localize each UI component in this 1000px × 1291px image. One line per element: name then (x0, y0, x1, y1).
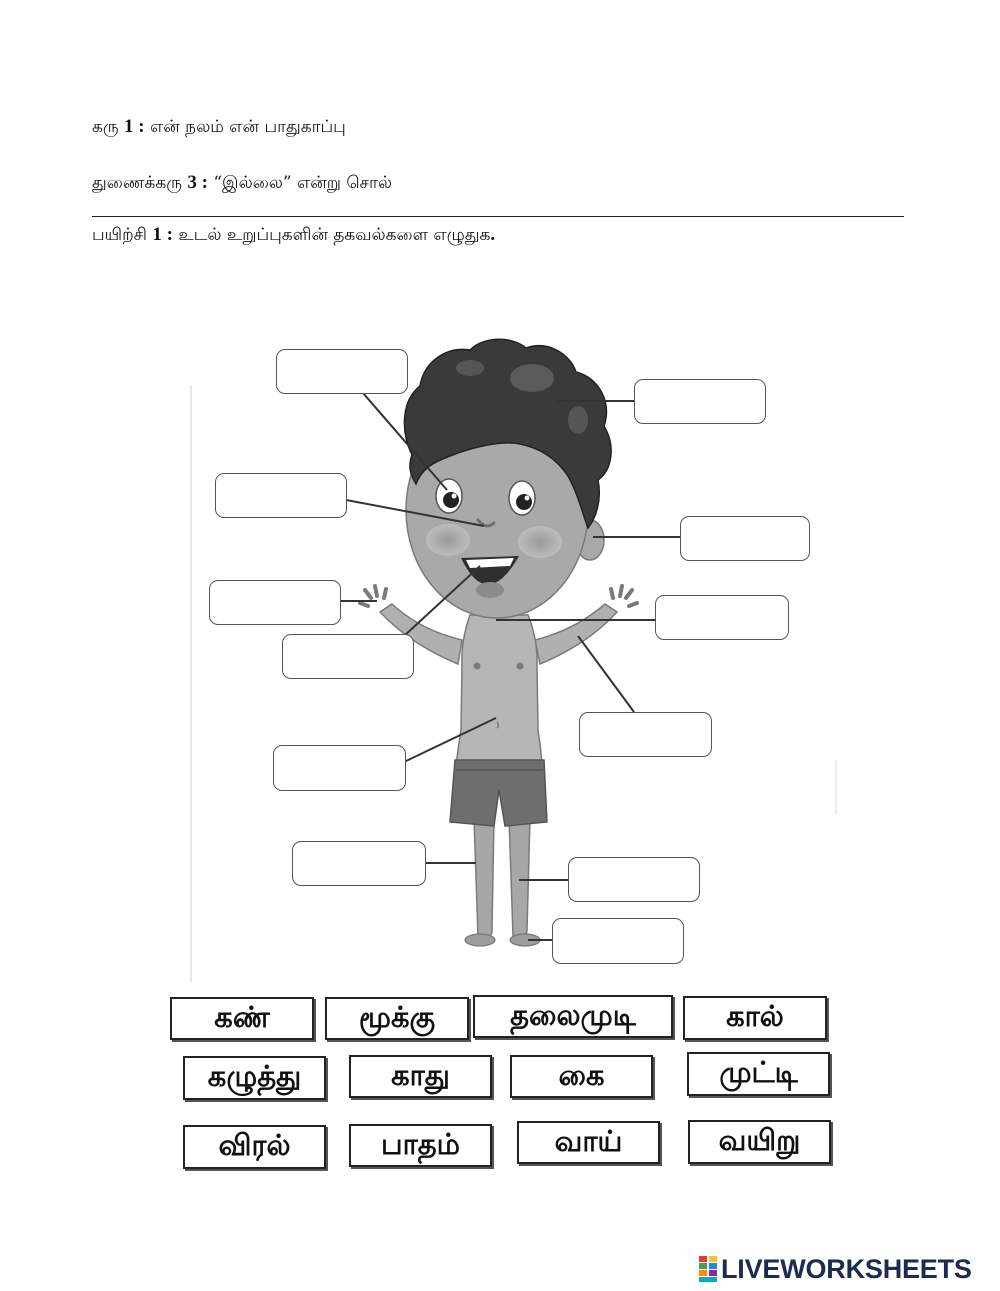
answer-box-4[interactable] (680, 516, 810, 561)
theme-number: 1 : (124, 116, 145, 137)
word-card-mookku[interactable]: மூக்கு (325, 997, 469, 1040)
answer-input-11[interactable] (569, 858, 699, 901)
theme-label: கரு (92, 117, 119, 137)
answer-box-5[interactable] (209, 580, 341, 625)
word-card-mutti[interactable]: முட்டி (687, 1052, 830, 1096)
subtheme-number: 3 : (187, 172, 208, 193)
liveworksheets-brand (699, 1254, 972, 1284)
exercise-instruction: உடல் உறுப்புகளின் தகவல்களை எழுதுக (178, 225, 491, 245)
theme-title: என் நலம் என் பாதுகாப்பு (150, 117, 346, 137)
answer-input-9[interactable] (274, 746, 405, 790)
answer-input-3[interactable] (216, 474, 346, 517)
word-card-vayiru[interactable]: வயிறு (688, 1120, 831, 1164)
answer-input-6[interactable] (656, 596, 788, 639)
answer-box-3[interactable] (215, 473, 347, 518)
answer-box-9[interactable] (273, 745, 406, 791)
answer-box-11[interactable] (568, 857, 700, 902)
subtheme-title: “இல்லை” என்று சொல் (213, 173, 392, 193)
word-card-thalaimudi[interactable]: தலைமுடி (473, 995, 673, 1038)
answer-input-4[interactable] (681, 517, 809, 560)
legs (465, 818, 540, 946)
answer-input-10[interactable] (293, 842, 425, 885)
word-card-kaal[interactable]: கால் (683, 996, 827, 1040)
answer-box-10[interactable] (292, 841, 426, 886)
answer-box-7[interactable] (282, 634, 414, 679)
answer-box-2[interactable] (634, 379, 766, 424)
word-card-paatham[interactable]: பாதம் (349, 1124, 492, 1167)
brand-name: LIVEWORKSHEETS (721, 1253, 972, 1284)
exercise-label: பயிற்சி (92, 225, 147, 245)
answer-input-1[interactable] (277, 350, 407, 393)
shorts (450, 760, 547, 826)
liveworksheets-logo-icon (699, 1256, 717, 1282)
exercise-period: . (490, 224, 496, 245)
word-card-kazhuthu[interactable]: கழுத்து (183, 1056, 326, 1100)
answer-input-8[interactable] (580, 713, 711, 756)
word-card-vaai[interactable]: வாய் (517, 1121, 660, 1164)
subtheme-label: துணைக்கரு (92, 173, 182, 193)
exercise-number: 1 : (152, 224, 173, 245)
word-card-viral[interactable]: விரல் (183, 1125, 326, 1169)
answer-box-8[interactable] (579, 712, 712, 757)
answer-input-12[interactable] (553, 919, 683, 963)
answer-input-2[interactable] (635, 380, 765, 423)
word-card-kaathu[interactable]: காது (349, 1055, 492, 1098)
torso (456, 615, 542, 766)
word-card-kai[interactable]: கை (510, 1055, 653, 1098)
answer-input-5[interactable] (210, 581, 340, 624)
answer-input-7[interactable] (283, 635, 413, 678)
answer-box-12[interactable] (552, 918, 684, 964)
answer-box-6[interactable] (655, 595, 789, 640)
word-card-kan[interactable]: கண் (170, 997, 314, 1040)
answer-box-1[interactable] (276, 349, 408, 394)
